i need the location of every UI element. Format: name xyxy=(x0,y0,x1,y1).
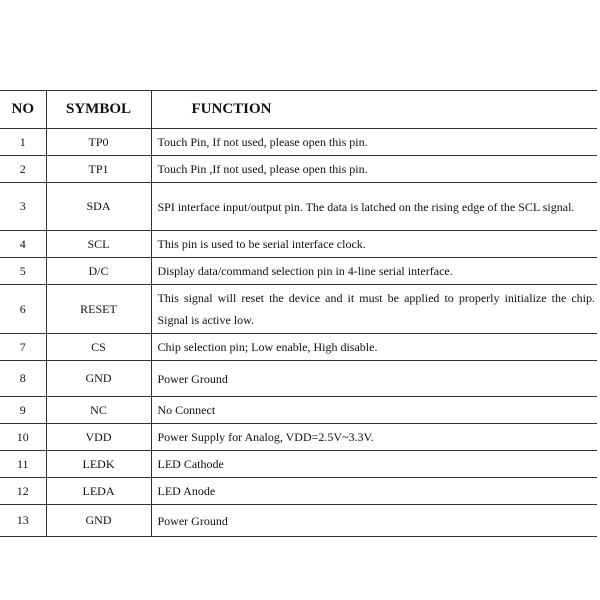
header-no: NO xyxy=(0,91,46,129)
cell-no: 1 xyxy=(0,129,46,156)
cell-no: 8 xyxy=(0,361,46,397)
cell-function: LED Cathode xyxy=(151,451,597,478)
cell-function: This signal will reset the device and it must be applied to properly initialize the chip. Signal is active low. xyxy=(151,285,597,334)
cell-function: No Connect xyxy=(151,397,597,424)
table-row xyxy=(0,478,597,505)
pin-definition-table xyxy=(0,90,597,537)
cell-symbol: VDD xyxy=(46,424,151,451)
cell-symbol: CS xyxy=(46,334,151,361)
cell-no: 2 xyxy=(0,156,46,183)
cell-function: Power Ground xyxy=(151,505,597,537)
cell-function: This pin is used to be serial interface clock. xyxy=(151,231,597,258)
table-row xyxy=(0,129,597,156)
table-row xyxy=(0,231,597,258)
table-row xyxy=(0,361,597,397)
table-row xyxy=(0,451,597,478)
cell-no: 13 xyxy=(0,505,46,537)
cell-symbol: NC xyxy=(46,397,151,424)
cell-no: 3 xyxy=(0,183,46,231)
table-row xyxy=(0,285,597,334)
header-symbol: SYMBOL xyxy=(46,91,151,129)
cell-no: 5 xyxy=(0,258,46,285)
cell-symbol: SDA xyxy=(46,183,151,231)
cell-symbol: LEDA xyxy=(46,478,151,505)
cell-function: Touch Pin, If not used, please open this pin. xyxy=(151,129,597,156)
cell-function: Display data/command selection pin in 4-line serial interface. xyxy=(151,258,597,285)
cell-symbol: GND xyxy=(46,361,151,397)
cell-function: Power Ground xyxy=(151,361,597,397)
table-row xyxy=(0,397,597,424)
cell-symbol: D/C xyxy=(46,258,151,285)
table-row xyxy=(0,156,597,183)
cell-symbol: GND xyxy=(46,505,151,537)
header-function: FUNCTION xyxy=(151,91,597,129)
cell-function: Power Supply for Analog, VDD=2.5V~3.3V. xyxy=(151,424,597,451)
cell-function: Touch Pin ,If not used, please open this pin. xyxy=(151,156,597,183)
cell-symbol: RESET xyxy=(46,285,151,334)
cell-no: 10 xyxy=(0,424,46,451)
cell-symbol: LEDK xyxy=(46,451,151,478)
table-row xyxy=(0,334,597,361)
cell-symbol: TP1 xyxy=(46,156,151,183)
cell-no: 12 xyxy=(0,478,46,505)
table-row xyxy=(0,505,597,537)
table-row xyxy=(0,183,597,231)
cell-no: 7 xyxy=(0,334,46,361)
cell-function: Chip selection pin; Low enable, High disable. xyxy=(151,334,597,361)
table-row xyxy=(0,424,597,451)
cell-function: LED Anode xyxy=(151,478,597,505)
cell-no: 9 xyxy=(0,397,46,424)
table-row xyxy=(0,258,597,285)
cell-symbol: SCL xyxy=(46,231,151,258)
cell-function: SPI interface input/output pin. The data is latched on the rising edge of the SCL signal. xyxy=(151,183,597,231)
table-header-row xyxy=(0,91,597,129)
cell-no: 4 xyxy=(0,231,46,258)
cell-symbol: TP0 xyxy=(46,129,151,156)
cell-no: 11 xyxy=(0,451,46,478)
cell-no: 6 xyxy=(0,285,46,334)
